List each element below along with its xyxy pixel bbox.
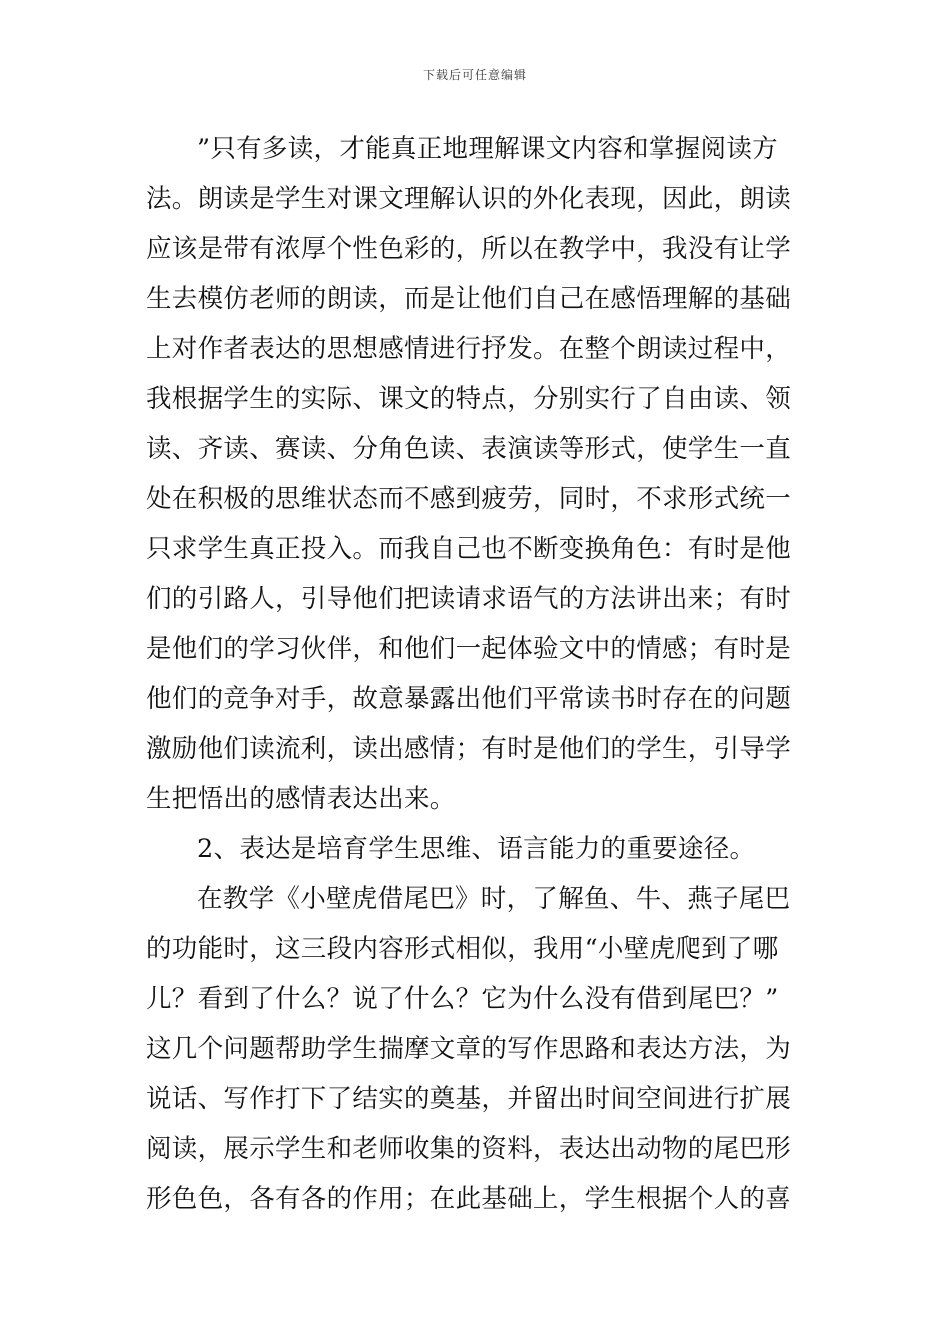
- text-line: 在教学《小壁虎借尾巴》时，了解鱼、牛、燕子尾巴: [197, 884, 791, 914]
- text-line: 激励他们读流利，读出感情；有时是他们的学生，引导学: [146, 734, 792, 764]
- text-line: 读、齐读、赛读、分角色读、表演读等形式，使学生一直: [146, 434, 792, 464]
- text-line: ”只有多读，才能真正地理解课文内容和掌握阅读方: [197, 134, 778, 164]
- text-line: 法。朗读是学生对课文理解认识的外化表现，因此，朗读: [146, 184, 792, 214]
- text-line: 儿？看到了什么？说了什么？它为什么没有借到尾巴？”: [146, 984, 779, 1014]
- text-line: 这几个问题帮助学生揣摩文章的写作思路和表达方法，为: [146, 1034, 792, 1064]
- text-line: 阅读，展示学生和老师收集的资料，表达出动物的尾巴形: [146, 1134, 792, 1164]
- text-line: 生去模仿老师的朗读，而是让他们自己在感悟理解的基础: [146, 284, 792, 314]
- document-body: [146, 124, 808, 1224]
- text-line: 只求学生真正投入。而我自己也不断变换角色：有时是他: [146, 534, 792, 564]
- text-line: 他们的竞争对手，故意暴露出他们平常读书时存在的问题: [146, 684, 792, 714]
- text-line: 形色色，各有各的作用；在此基础上，学生根据个人的喜: [146, 1184, 792, 1214]
- text-line: 生把悟出的感情表达出来。: [146, 784, 456, 814]
- page-header: 下载后可任意编辑: [422, 68, 527, 82]
- text-line: 是他们的学习伙伴，和他们一起体验文中的情感；有时是: [146, 634, 792, 664]
- text-line: 我根据学生的实际、课文的特点，分别实行了自由读、领: [146, 384, 792, 414]
- text-line: 的功能时，这三段内容形式相似，我用“小壁虎爬到了哪: [146, 934, 779, 964]
- text-line: 们的引路人，引导他们把读请求语气的方法讲出来；有时: [146, 584, 792, 614]
- text-line: 处在积极的思维状态而不感到疲劳，同时，不求形式统一: [146, 484, 792, 514]
- text-line: 应该是带有浓厚个性色彩的，所以在教学中，我没有让学: [146, 234, 792, 264]
- text-line: 2、表达是培育学生思维、语言能力的重要途径。: [197, 834, 756, 864]
- text-line: 上对作者表达的思想感情进行抒发。在整个朗读过程中，: [146, 334, 792, 364]
- text-line: 说话、写作打下了结实的奠基，并留出时间空间进行扩展: [146, 1084, 792, 1114]
